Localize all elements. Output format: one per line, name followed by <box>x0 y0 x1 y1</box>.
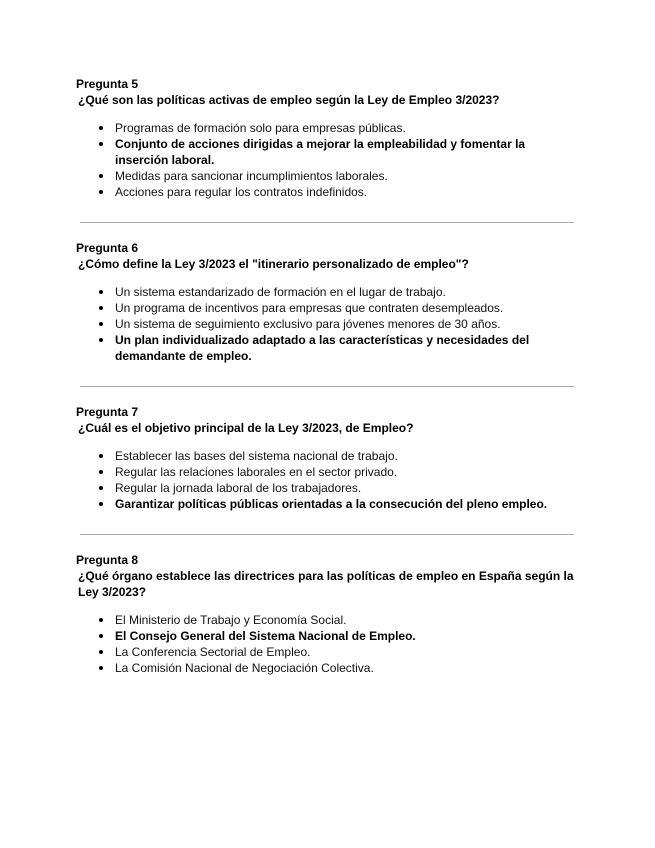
correct-option: El Consejo General del Sistema Nacional de Empleo. <box>115 628 576 644</box>
question-text: ¿Cuál es el objetivo principal de la Ley 3/2023, de Empleo? <box>78 421 414 435</box>
options-list <box>76 612 576 676</box>
question-number: Pregunta 8 <box>76 553 139 567</box>
option: La Conferencia Sectorial de Empleo. <box>115 644 576 660</box>
section-divider <box>80 534 574 535</box>
correct-option: Conjunto de acciones dirigidas a mejorar la empleabilidad y fomentar la inserción laboral. <box>115 136 576 168</box>
options-list <box>76 448 576 512</box>
section-divider <box>80 222 574 223</box>
option: Regular las relaciones laborales en el sector privado. <box>115 464 576 480</box>
quiz-document <box>76 76 576 676</box>
options-list <box>76 284 576 364</box>
question-section <box>76 76 576 200</box>
option: Programas de formación solo para empresas públicas. <box>115 120 576 136</box>
question-number: Pregunta 7 <box>76 405 139 419</box>
option: Establecer las bases del sistema nacional de trabajo. <box>115 448 576 464</box>
question-section <box>76 404 576 512</box>
question-number: Pregunta 6 <box>76 241 139 255</box>
correct-option: Un plan individualizado adaptado a las características y necesidades del demandante de empleo. <box>115 332 576 364</box>
question-number: Pregunta 5 <box>76 77 139 91</box>
option: Acciones para regular los contratos indefinidos. <box>115 184 576 200</box>
option: Regular la jornada laboral de los trabajadores. <box>115 480 576 496</box>
correct-option: Garantizar políticas públicas orientadas a la consecución del pleno empleo. <box>115 496 576 512</box>
option: El Ministerio de Trabajo y Economía Social. <box>115 612 576 628</box>
question-text: ¿Qué órgano establece las directrices para las políticas de empleo en España según la Ley 3/2023? <box>78 569 574 599</box>
section-divider <box>80 386 574 387</box>
option: Un sistema de seguimiento exclusivo para jóvenes menores de 30 años. <box>115 316 576 332</box>
question-text: ¿Cómo define la Ley 3/2023 el "itinerario personalizado de empleo"? <box>78 257 469 271</box>
options-list <box>76 120 576 200</box>
option: Un programa de incentivos para empresas que contraten desempleados. <box>115 300 576 316</box>
option: Un sistema estandarizado de formación en el lugar de trabajo. <box>115 284 576 300</box>
option: Medidas para sancionar incumplimientos laborales. <box>115 168 576 184</box>
question-section <box>76 240 576 364</box>
question-text: ¿Qué son las políticas activas de empleo según la Ley de Empleo 3/2023? <box>78 93 500 107</box>
option: La Comisión Nacional de Negociación Colectiva. <box>115 660 576 676</box>
question-section <box>76 552 576 676</box>
